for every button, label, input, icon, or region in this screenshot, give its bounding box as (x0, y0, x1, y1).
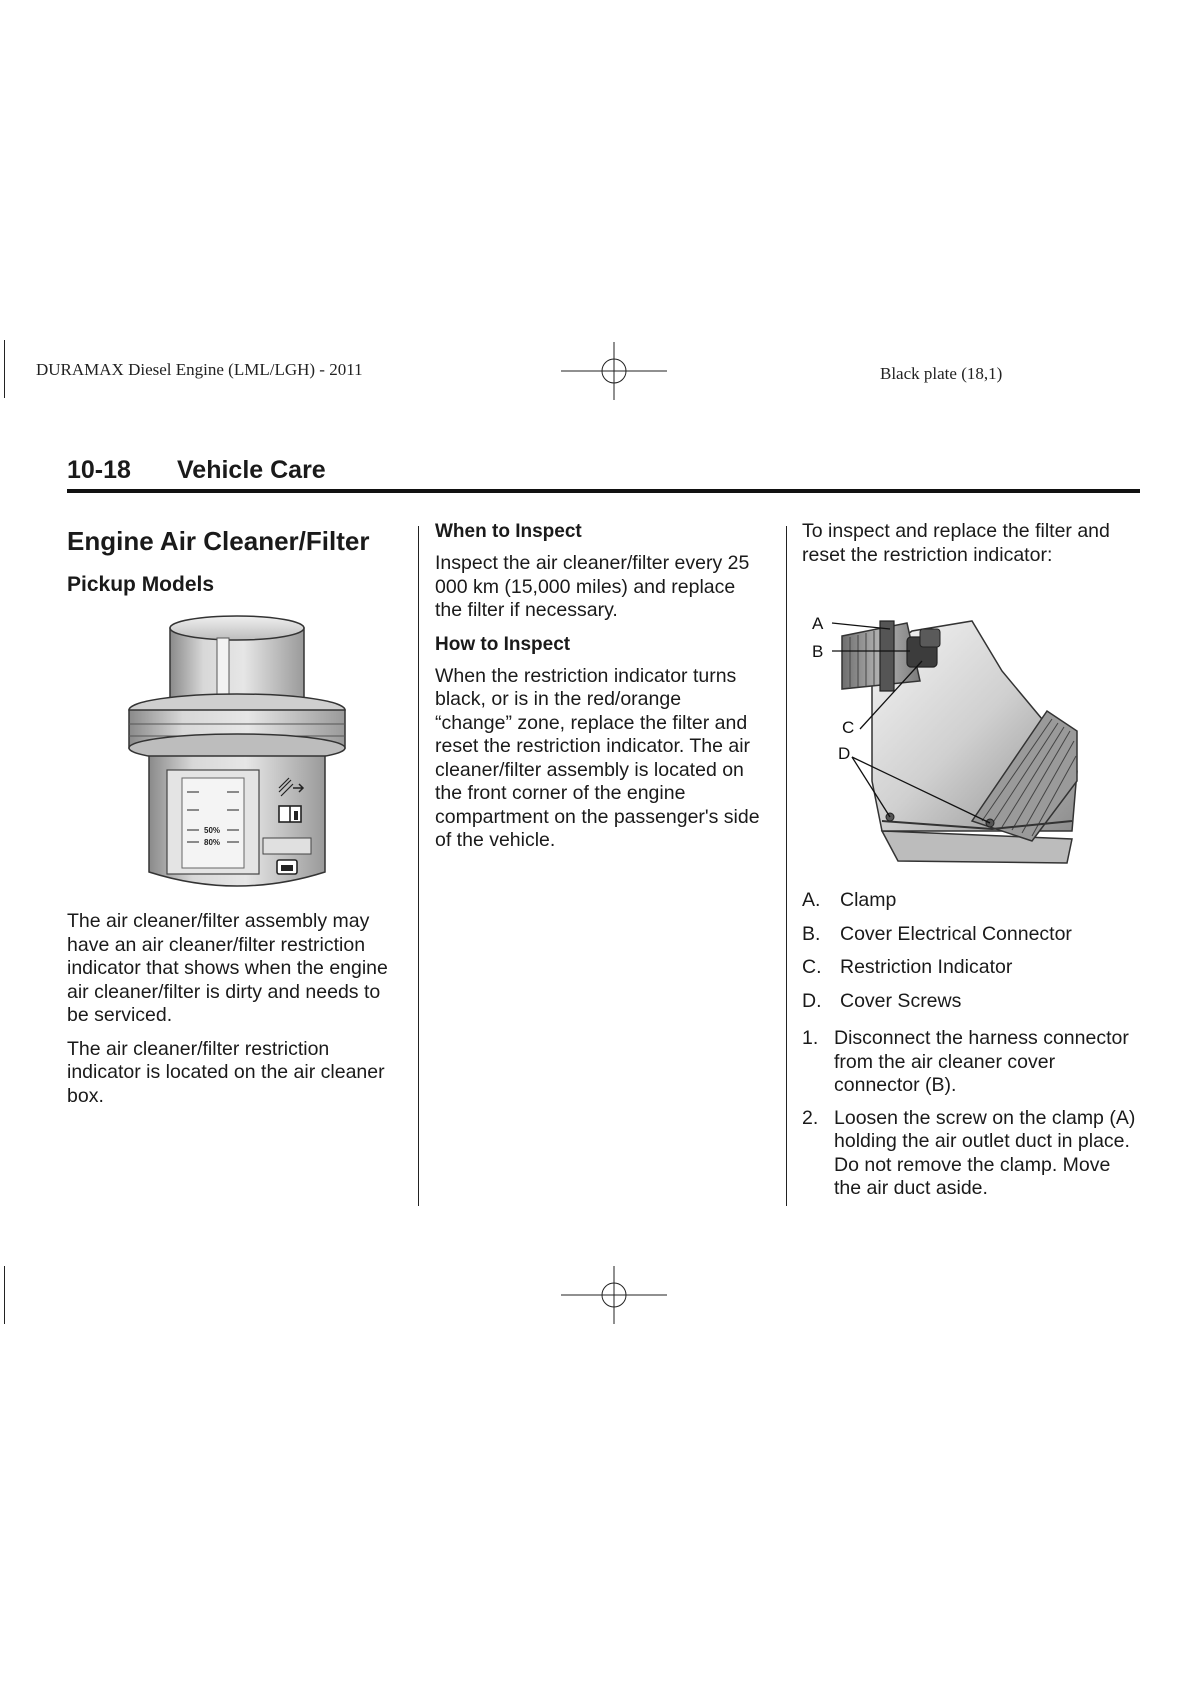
col1-paragraph-1: The air cleaner/filter assembly may have an air cleaner/filter restriction indicator that shows when the engine air cleaner/filter is dirty and needs to be serviced. (67, 910, 388, 1026)
gauge-label-50: 50% (204, 826, 221, 835)
callout-a: A (812, 614, 824, 633)
column-divider-2 (786, 526, 787, 1206)
legend-item: B. Cover Electrical Connector (802, 922, 1072, 945)
callout-b: B (812, 642, 824, 661)
procedure-steps (802, 1027, 1142, 1201)
slug-right: Black plate (18,1) (880, 364, 1003, 383)
registration-mark-top (561, 340, 667, 402)
air-cleaner-assembly-illustration (802, 581, 1142, 881)
legend-item: A. Clamp (802, 889, 897, 911)
restriction-indicator-illustration (67, 610, 392, 900)
crop-mark-top-left (4, 340, 5, 398)
header-rule (67, 489, 1140, 493)
how-to-inspect-text: When the restriction indicator turns black, or is in the red/orange “change” zone, replace the filter and reset the restriction indicator. The air cleaner/filter assembly is located on the front corner of the engine compartment on the passenger's side of the vehicle. (435, 664, 760, 851)
crop-mark-bottom-left (4, 1266, 5, 1324)
step-item: 1. Disconnect the harness connector from the air cleaner cover connector (B). (802, 1027, 1129, 1096)
reset-button (263, 838, 311, 854)
page-number: 10-18 (67, 456, 131, 484)
figure-legend (802, 889, 1142, 1013)
callout-c: C (842, 718, 855, 737)
registration-mark-bottom (561, 1264, 667, 1326)
section-title: Engine Air Cleaner/Filter (67, 526, 370, 556)
legend-item: C. Restriction Indicator (802, 956, 1013, 978)
how-to-inspect-heading: How to Inspect (435, 633, 571, 655)
legend-item: D. Cover Screws (802, 989, 962, 1012)
column-3 (802, 520, 1142, 1210)
gauge-label-80: 80% (204, 838, 221, 847)
column-1 (67, 520, 392, 1118)
column-divider-1 (418, 526, 419, 1206)
col3-intro: To inspect and replace the filter and reset the restriction indicator: (802, 520, 1110, 566)
subsection-title: Pickup Models (67, 573, 215, 596)
when-to-inspect-text: Inspect the air cleaner/filter every 25 000 km (15,000 miles) and replace the filter if necessary. (435, 552, 750, 621)
step-item: 2. Loosen the screw on the clamp (A) holding the air outlet duct in place. Do not remove the clamp. Move the air duct aside. (802, 1106, 1136, 1199)
when-to-inspect-heading: When to Inspect (435, 521, 582, 542)
col1-paragraph-2: The air cleaner/filter restriction indicator is located on the air cleaner box. (67, 1037, 385, 1107)
column-2 (435, 520, 760, 863)
manual-book-icon (279, 806, 301, 822)
callout-d: D (838, 744, 851, 763)
reset-icon (277, 860, 297, 874)
slug-left: DURAMAX Diesel Engine (LML/LGH) - 2011 (36, 360, 363, 379)
page-title: Vehicle Care (177, 456, 326, 484)
